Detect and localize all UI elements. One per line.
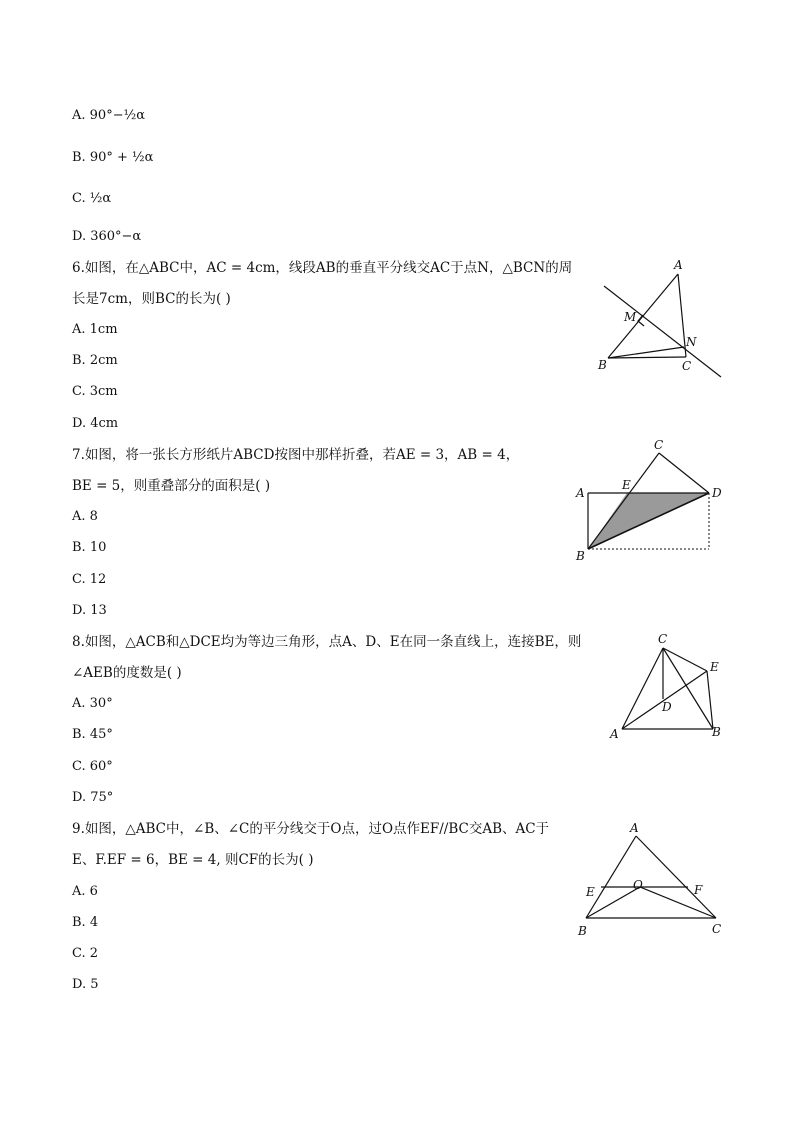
q7-label-b: B xyxy=(576,549,585,563)
q6-figure xyxy=(590,255,730,380)
q8-option-c: C. 60° xyxy=(72,759,113,774)
q6-label-c: C xyxy=(682,359,692,373)
q9-option-c: C. 2 xyxy=(72,946,99,961)
q9-option-b: B. 4 xyxy=(72,915,99,930)
q6-label-a: A xyxy=(674,258,683,272)
q9-label-f: F xyxy=(694,883,703,897)
q7-label-d: D xyxy=(712,486,722,500)
q8-option-d: D. 75° xyxy=(72,790,114,805)
q5-option-d: D. 360°−α xyxy=(72,229,142,244)
q8-stem-line1: 8.如图，△ACB和△DCE均为等边三角形，点A、D、E在同一条直线上，连接BE，则 xyxy=(72,634,582,650)
q5-option-b: B. 90° + ½α xyxy=(72,150,154,165)
q8-label-a: A xyxy=(610,727,619,741)
q7-stem-line1: 7.如图，将一张长方形纸片ABCD按图中那样折叠，若AE = 3，AB = 4， xyxy=(72,447,520,463)
q6-stem-line2: 长是7cm，则BC的长为( ) xyxy=(72,291,231,307)
q8-label-e: E xyxy=(710,660,719,674)
q8-figure xyxy=(600,628,735,746)
q9-label-c: C xyxy=(712,922,722,936)
q9-label-a: A xyxy=(630,821,639,835)
q7-figure xyxy=(570,440,730,565)
q9-label-o: O xyxy=(633,878,643,892)
q8-option-a: A. 30° xyxy=(72,696,113,711)
q9-option-d: D. 5 xyxy=(72,977,99,992)
q6-option-d: D. 4cm xyxy=(72,416,119,431)
q6-option-c: C. 3cm xyxy=(72,384,118,399)
q8-label-b: B xyxy=(712,725,721,739)
q8-stem-line2: ∠AEB的度数是( ) xyxy=(72,665,182,681)
q8-label-c: C xyxy=(658,632,668,646)
q9-label-e: E xyxy=(586,885,595,899)
q8-label-d: D xyxy=(662,700,672,714)
q7-option-b: B. 10 xyxy=(72,540,107,555)
q7-option-d: D. 13 xyxy=(72,603,107,618)
q9-figure xyxy=(570,818,730,943)
q7-stem-line2: BE = 5，则重叠部分的面积是( ) xyxy=(72,478,271,494)
q5-option-c: C. ½α xyxy=(72,191,112,206)
q6-label-b: B xyxy=(598,358,607,372)
q6-option-b: B. 2cm xyxy=(72,353,118,368)
q9-stem-line2: E、F.EF = 6，BE = 4, 则CF的长为( ) xyxy=(72,852,314,868)
q7-label-a: A xyxy=(576,486,585,500)
q8-option-b: B. 45° xyxy=(72,727,113,742)
q7-option-a: A. 8 xyxy=(72,509,98,524)
q7-label-e: E xyxy=(622,478,631,492)
q7-label-c: C xyxy=(654,440,664,452)
q9-option-a: A. 6 xyxy=(72,884,98,899)
q9-stem-line1: 9.如图，△ABC中，∠B、∠C的平分线交于O点，过O点作EF//BC交AB、AC于 xyxy=(72,821,550,837)
q7-option-c: C. 12 xyxy=(72,572,107,587)
q6-option-a: A. 1cm xyxy=(72,322,118,337)
q6-label-n: N xyxy=(686,335,697,349)
q6-label-m: M xyxy=(624,310,637,324)
q6-stem-line1: 6.如图，在△ABC中，AC = 4cm，线段AB的垂直平分线交AC于点N，△BCN的周 xyxy=(72,260,573,276)
q5-option-a: A. 90°−½α xyxy=(72,108,145,123)
q9-label-b: B xyxy=(578,924,587,938)
